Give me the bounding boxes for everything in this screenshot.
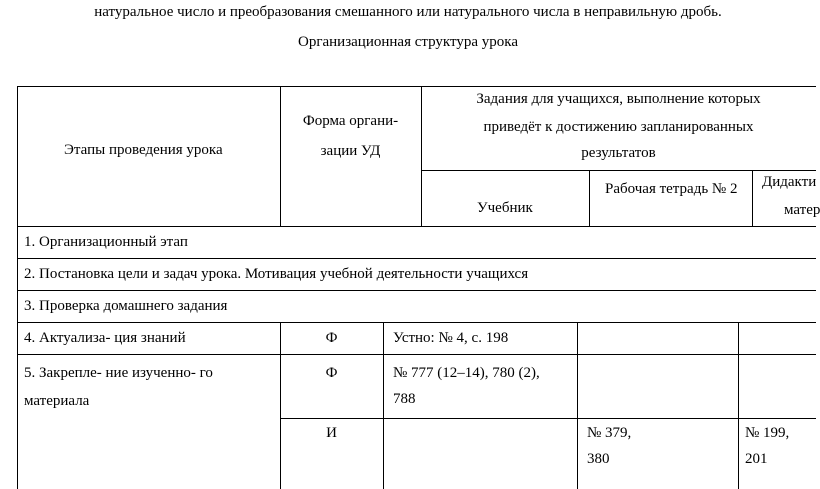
header-tasks-line3: результатов: [581, 145, 656, 161]
header-tasks-line1: Задания для учащихся, выполнение которых: [476, 91, 761, 107]
row-4-form: Ф: [325, 330, 338, 346]
row-5-form: Ф: [325, 365, 338, 381]
row-stage-3: 3. Проверка домашнего задания: [24, 298, 228, 314]
row-5-stage-line2: материала: [24, 393, 90, 409]
row-5-textbook-line1: № 777 (12–14), 780 (2),: [393, 365, 540, 381]
header-didactic-line1: Дидакти: [762, 174, 817, 190]
row-stage-1: 1. Организационный этап: [24, 234, 188, 250]
header-stages: Этапы проведения урока: [64, 142, 223, 158]
row-6-workbook-line1: № 379,: [587, 425, 632, 441]
header-workbook: Рабочая тетрадь № 2: [605, 181, 738, 197]
intro-line: натуральное число и преобразования смешанного или натурального числа в неправильную дробь.: [94, 4, 722, 20]
section-title: Организационная структура урока: [298, 34, 518, 50]
row-6-workbook-line2: 380: [587, 451, 610, 467]
row-5-textbook-line2: 788: [393, 391, 416, 407]
header-form-line1: Форма органи-: [302, 113, 399, 129]
row-4-stage: 4. Актуализа- ция знаний: [24, 330, 186, 346]
header-textbook: Учебник: [477, 200, 533, 216]
row-6-form: И: [326, 425, 337, 441]
row-stage-2: 2. Постановка цели и задач урока. Мотивация учебной деятельности учащихся: [24, 266, 529, 282]
header-form-line2: зации УД: [320, 143, 381, 159]
row-6-didactic-line1: № 199,: [745, 425, 790, 441]
row-6-didactic-line2: 201: [745, 451, 768, 467]
header-didactic-line2: матер: [784, 202, 820, 218]
header-tasks-line2: приведёт к достижению запланированных: [483, 119, 754, 135]
row-5-stage-line1: 5. Закрепле- ние изученно- го: [24, 365, 213, 381]
row-4-textbook: Устно: № 4, с. 198: [393, 330, 509, 346]
